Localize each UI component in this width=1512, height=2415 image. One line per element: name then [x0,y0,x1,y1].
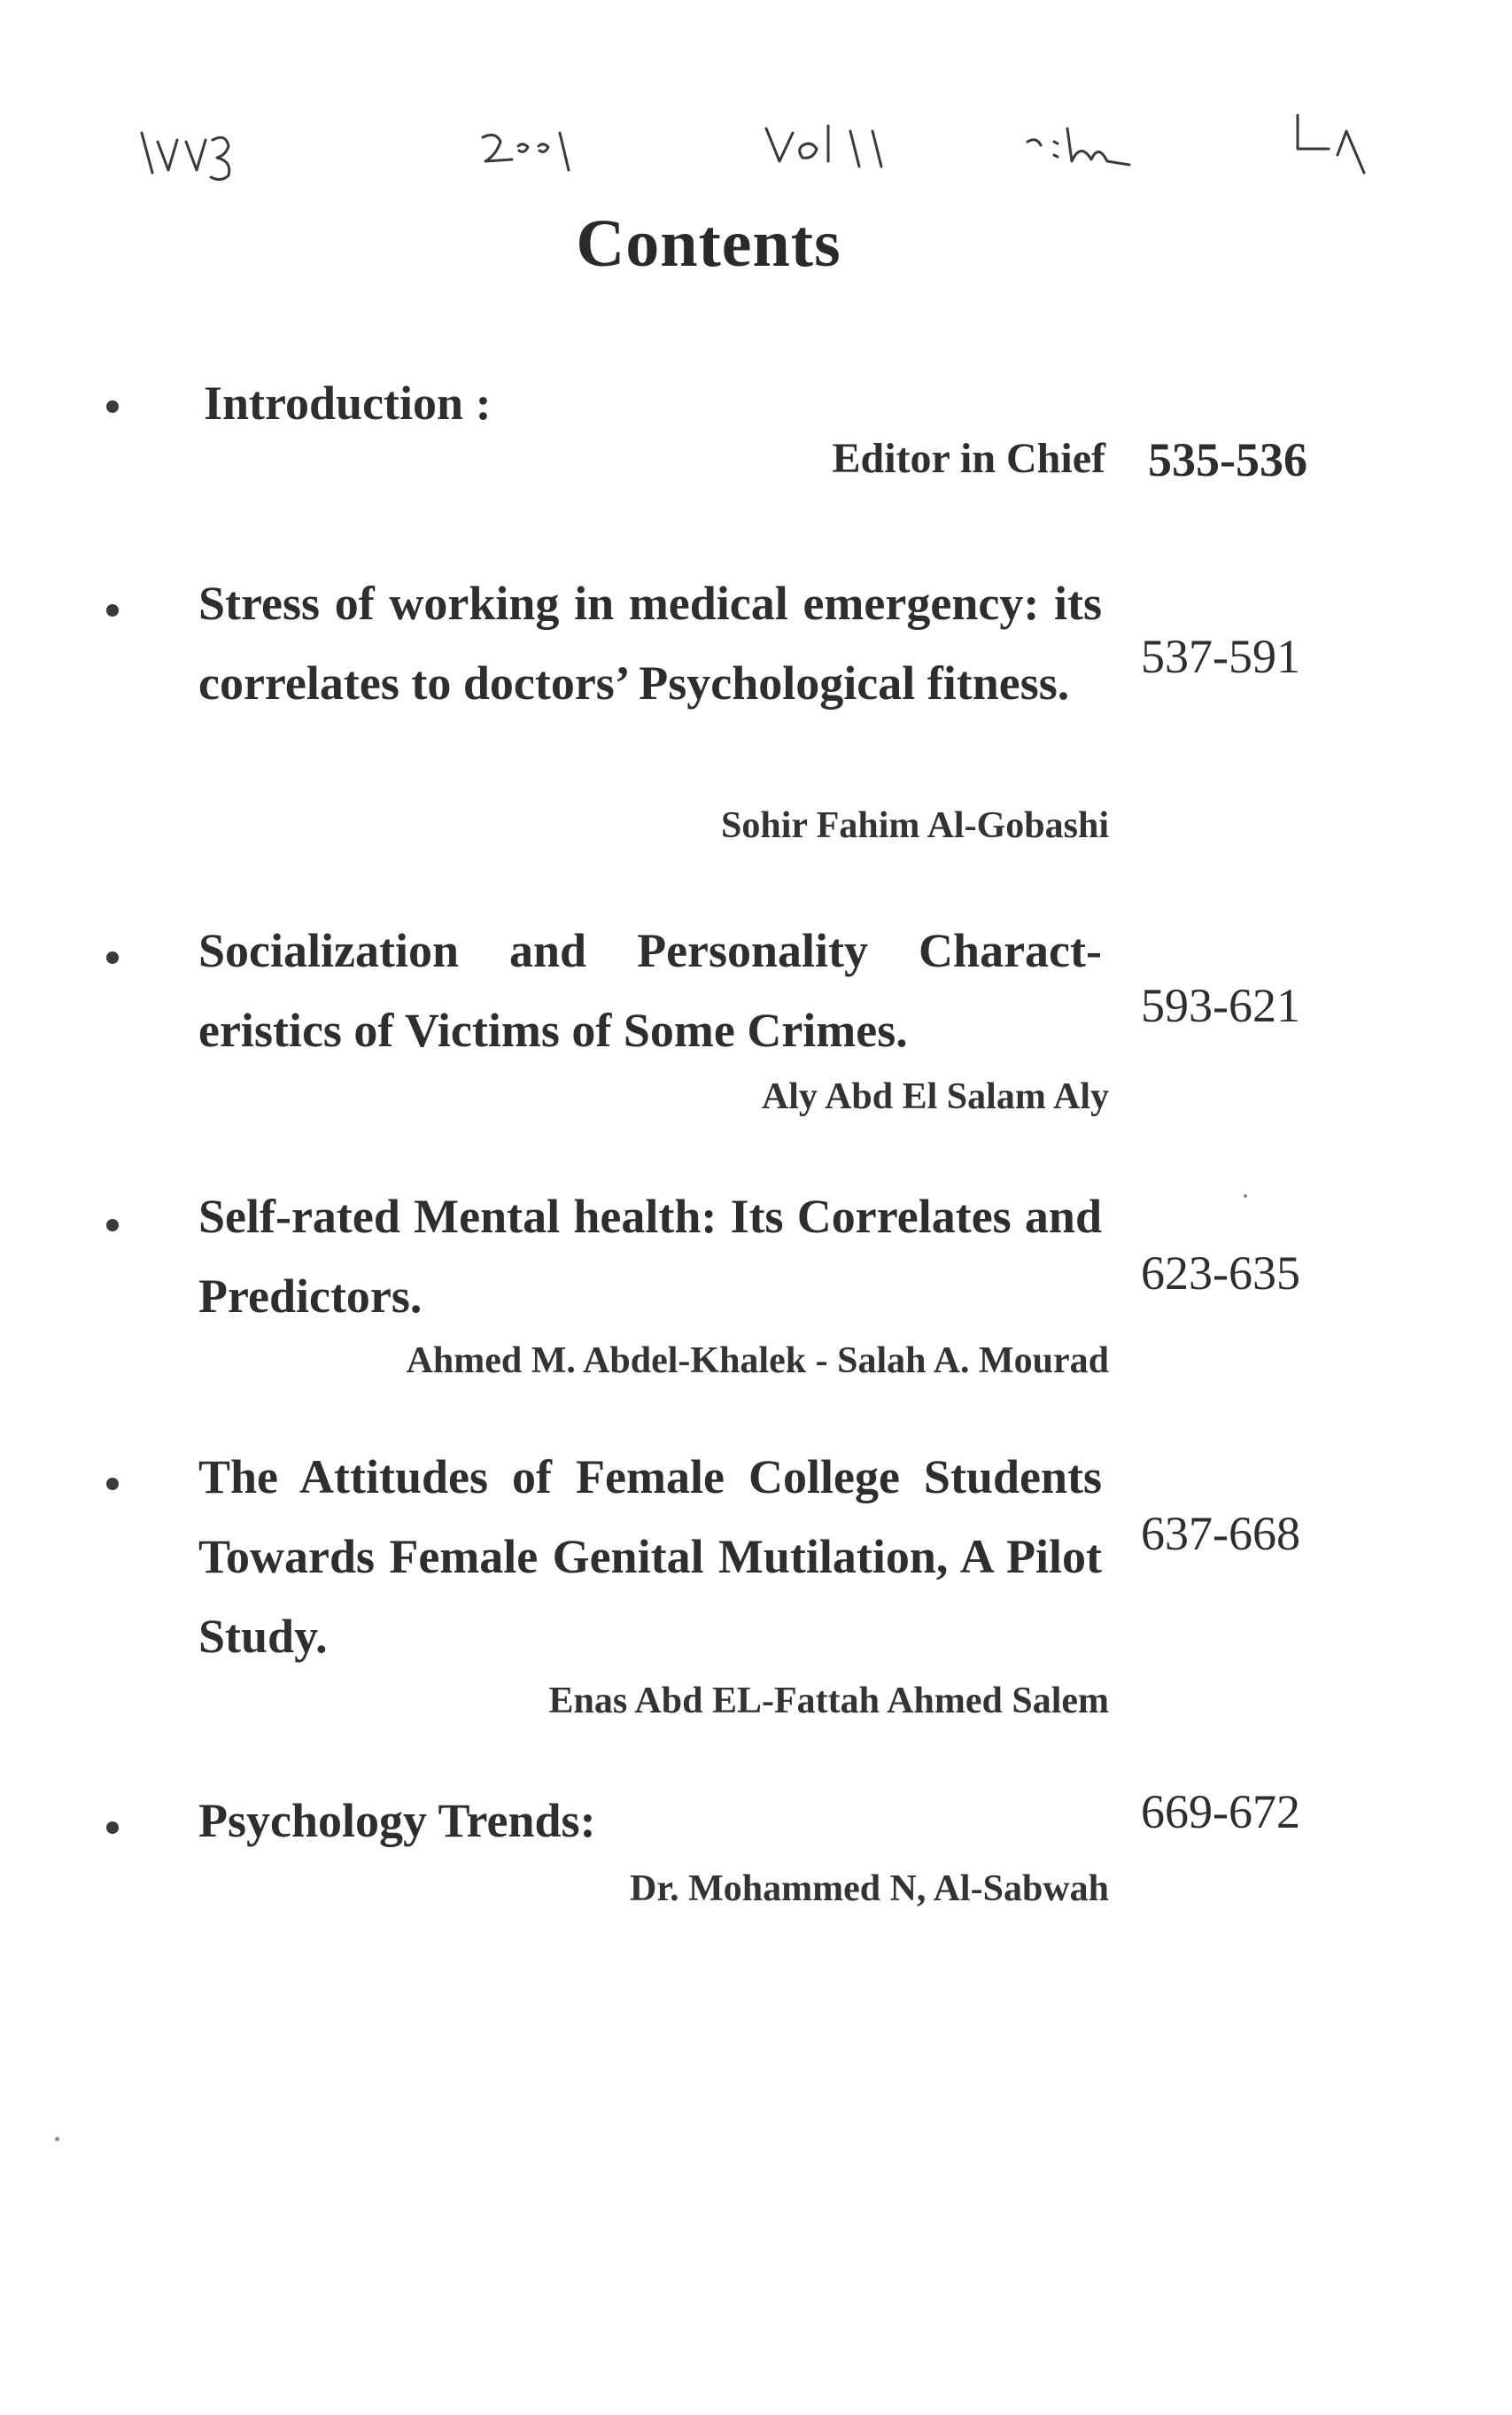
entry-pages: 593-621 [1141,979,1300,1032]
toc-entry [106,1437,1346,1738]
entry-title: Self-rated Mental health: Its Correlates and Predictors. [198,1190,1102,1323]
toc-entry [106,1781,1346,1940]
scan-speck [1244,1194,1247,1198]
entry-author: Enas Abd EL-Fattah Ahmed Salem [548,1681,1109,1721]
bullet-icon [106,604,119,617]
entry-pages: 535-536 [1148,433,1307,486]
toc-entry [106,1176,1346,1407]
entry-pages: 623-635 [1141,1246,1300,1300]
bullet-icon [106,1478,119,1490]
toc-entry [106,563,1346,865]
scan-speck [55,2137,59,2141]
bullet-icon [106,951,119,964]
page-title: Contents [576,206,841,281]
bullet-icon [106,1821,119,1834]
entry-author: Editor in Chief [832,435,1105,482]
entry-author: Dr. Mohammed N, Al-Sabwah [630,1868,1109,1909]
entry-title: The Attitudes of Female College Students Towards Female Genital Mutilation, A Pilot Study. [198,1450,1102,1663]
bullet-icon [106,400,119,413]
entry-author: Aly Abd El Salam Aly [761,1076,1109,1117]
entry-author: Ahmed M. Abdel-Khalek - Salah A. Mourad [406,1340,1109,1381]
handwritten-annotation [0,106,1512,204]
entry-pages: 669-672 [1141,1785,1300,1838]
entry-title: Socialization and Personality Charact-eristics of Victims of Some Crimes. [198,924,1102,1057]
entry-pages: 537-591 [1141,630,1300,683]
entry-title: Psychology Trends: [198,1794,596,1847]
toc-entry [106,911,1346,1141]
bullet-icon [106,1219,119,1231]
entry-title: Introduction : [204,377,492,430]
entry-pages: 637-668 [1141,1507,1300,1560]
entry-title: Stress of working in medical emergency: its correlates to doctors’ Psychological fitness. [198,577,1102,710]
toc-entry-introduction [106,363,1346,505]
entry-author: Sohir Fahim Al-Gobashi [720,805,1109,846]
